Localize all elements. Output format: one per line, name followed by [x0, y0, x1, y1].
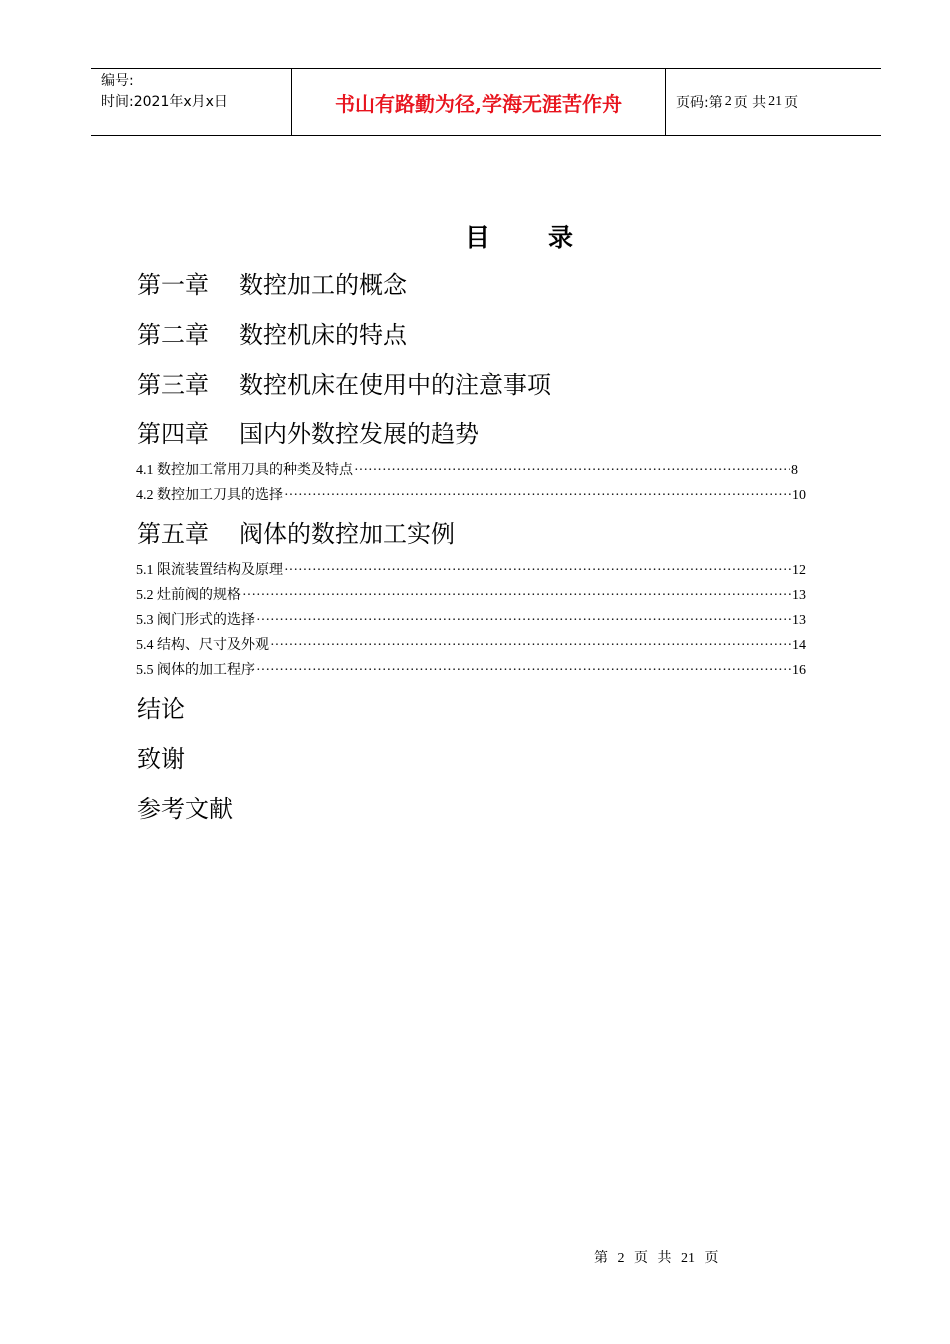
entry-page: 10: [792, 488, 806, 503]
toc-entry-5-3[interactable]: [136, 610, 806, 630]
chapter-title: 数控机床的特点: [239, 321, 407, 349]
header-meta-cell: [91, 69, 292, 135]
chapter-number: 第二章: [137, 321, 209, 349]
entry-label: 4.2 数控加工刀具的选择: [136, 488, 283, 503]
page-suffix: 页: [784, 95, 799, 111]
header-page-cell: [666, 69, 881, 135]
chapter-title: 国内外数控发展的趋势: [239, 420, 479, 448]
chapter-title: 数控加工的概念: [239, 271, 407, 299]
toc-chapter-2[interactable]: [137, 320, 407, 350]
chapter-number: 第四章: [137, 420, 209, 448]
toc-entry-5-5[interactable]: [136, 660, 806, 680]
page-mid: 页 共: [733, 95, 767, 111]
entry-label: 5.2 灶前阀的规格: [136, 588, 241, 603]
footer-page-number: 2: [617, 1251, 625, 1266]
toc-acknowledgements[interactable]: 致谢: [137, 745, 185, 773]
toc-title-char-1: 目: [464, 223, 490, 252]
toc-references[interactable]: 参考文献: [137, 795, 233, 823]
entry-label: 4.1 数控加工常用刀具的种类及特点: [136, 463, 353, 478]
page-footer: [594, 1247, 725, 1267]
motto-text: 书山有路勤为径,学海无涯苦作舟: [335, 91, 622, 116]
toc-chapter-3[interactable]: [137, 370, 551, 400]
dot-leader: [270, 637, 791, 655]
chapter-number: 第三章: [137, 371, 209, 399]
entry-page: 13: [792, 588, 806, 603]
serial-label: 编号:: [101, 73, 134, 89]
chapter-title: 阀体的数控加工实例: [239, 520, 455, 548]
page-prefix: 页码:第: [676, 95, 723, 111]
entry-label: 5.4 结构、尺寸及外观: [136, 638, 269, 653]
dot-leader: [284, 487, 791, 505]
chapter-number: 第一章: [137, 271, 209, 299]
footer-word-3: 共: [657, 1251, 672, 1266]
toc-entry-5-2[interactable]: [136, 585, 806, 605]
time-label: 时间:2021年x月x日: [101, 94, 228, 110]
toc-chapter-5[interactable]: [137, 519, 455, 549]
toc-entry-4-2[interactable]: [136, 485, 806, 505]
dot-leader: [354, 462, 790, 480]
entry-page: 14: [792, 638, 806, 653]
dot-leader: [242, 587, 791, 605]
toc-entry-5-4[interactable]: [136, 635, 806, 655]
toc-entry-5-1[interactable]: [136, 560, 806, 580]
dot-leader: [284, 562, 791, 580]
toc-chapter-1[interactable]: [137, 270, 407, 300]
entry-page: 8: [791, 463, 798, 478]
entry-page: 13: [792, 613, 806, 628]
page-total: 21: [768, 94, 783, 109]
header-motto-cell: [292, 69, 666, 135]
footer-word-1: 第: [594, 1251, 608, 1266]
entry-label: 5.5 阀体的加工程序: [136, 663, 255, 678]
toc-chapter-4[interactable]: [137, 419, 479, 449]
dot-leader: [256, 612, 791, 630]
footer-word-4: 页: [704, 1251, 719, 1266]
toc-title-char-2: 录: [548, 223, 574, 252]
page-number: 2: [724, 94, 732, 109]
chapter-title: 数控机床在使用中的注意事项: [239, 371, 551, 399]
chapter-number: 第五章: [137, 520, 209, 548]
entry-page: 12: [792, 563, 806, 578]
dot-leader: [256, 662, 791, 680]
entry-label: 5.1 限流装置结构及原理: [136, 563, 283, 578]
footer-page-total: 21: [681, 1251, 695, 1266]
toc-title: [0, 218, 950, 254]
footer-word-2: 页: [634, 1251, 648, 1266]
page-header: [91, 68, 881, 136]
entry-label: 5.3 阀门形式的选择: [136, 613, 255, 628]
toc-conclusion[interactable]: 结论: [137, 695, 185, 723]
toc-entry-4-1[interactable]: [136, 460, 806, 480]
entry-page: 16: [792, 663, 806, 678]
